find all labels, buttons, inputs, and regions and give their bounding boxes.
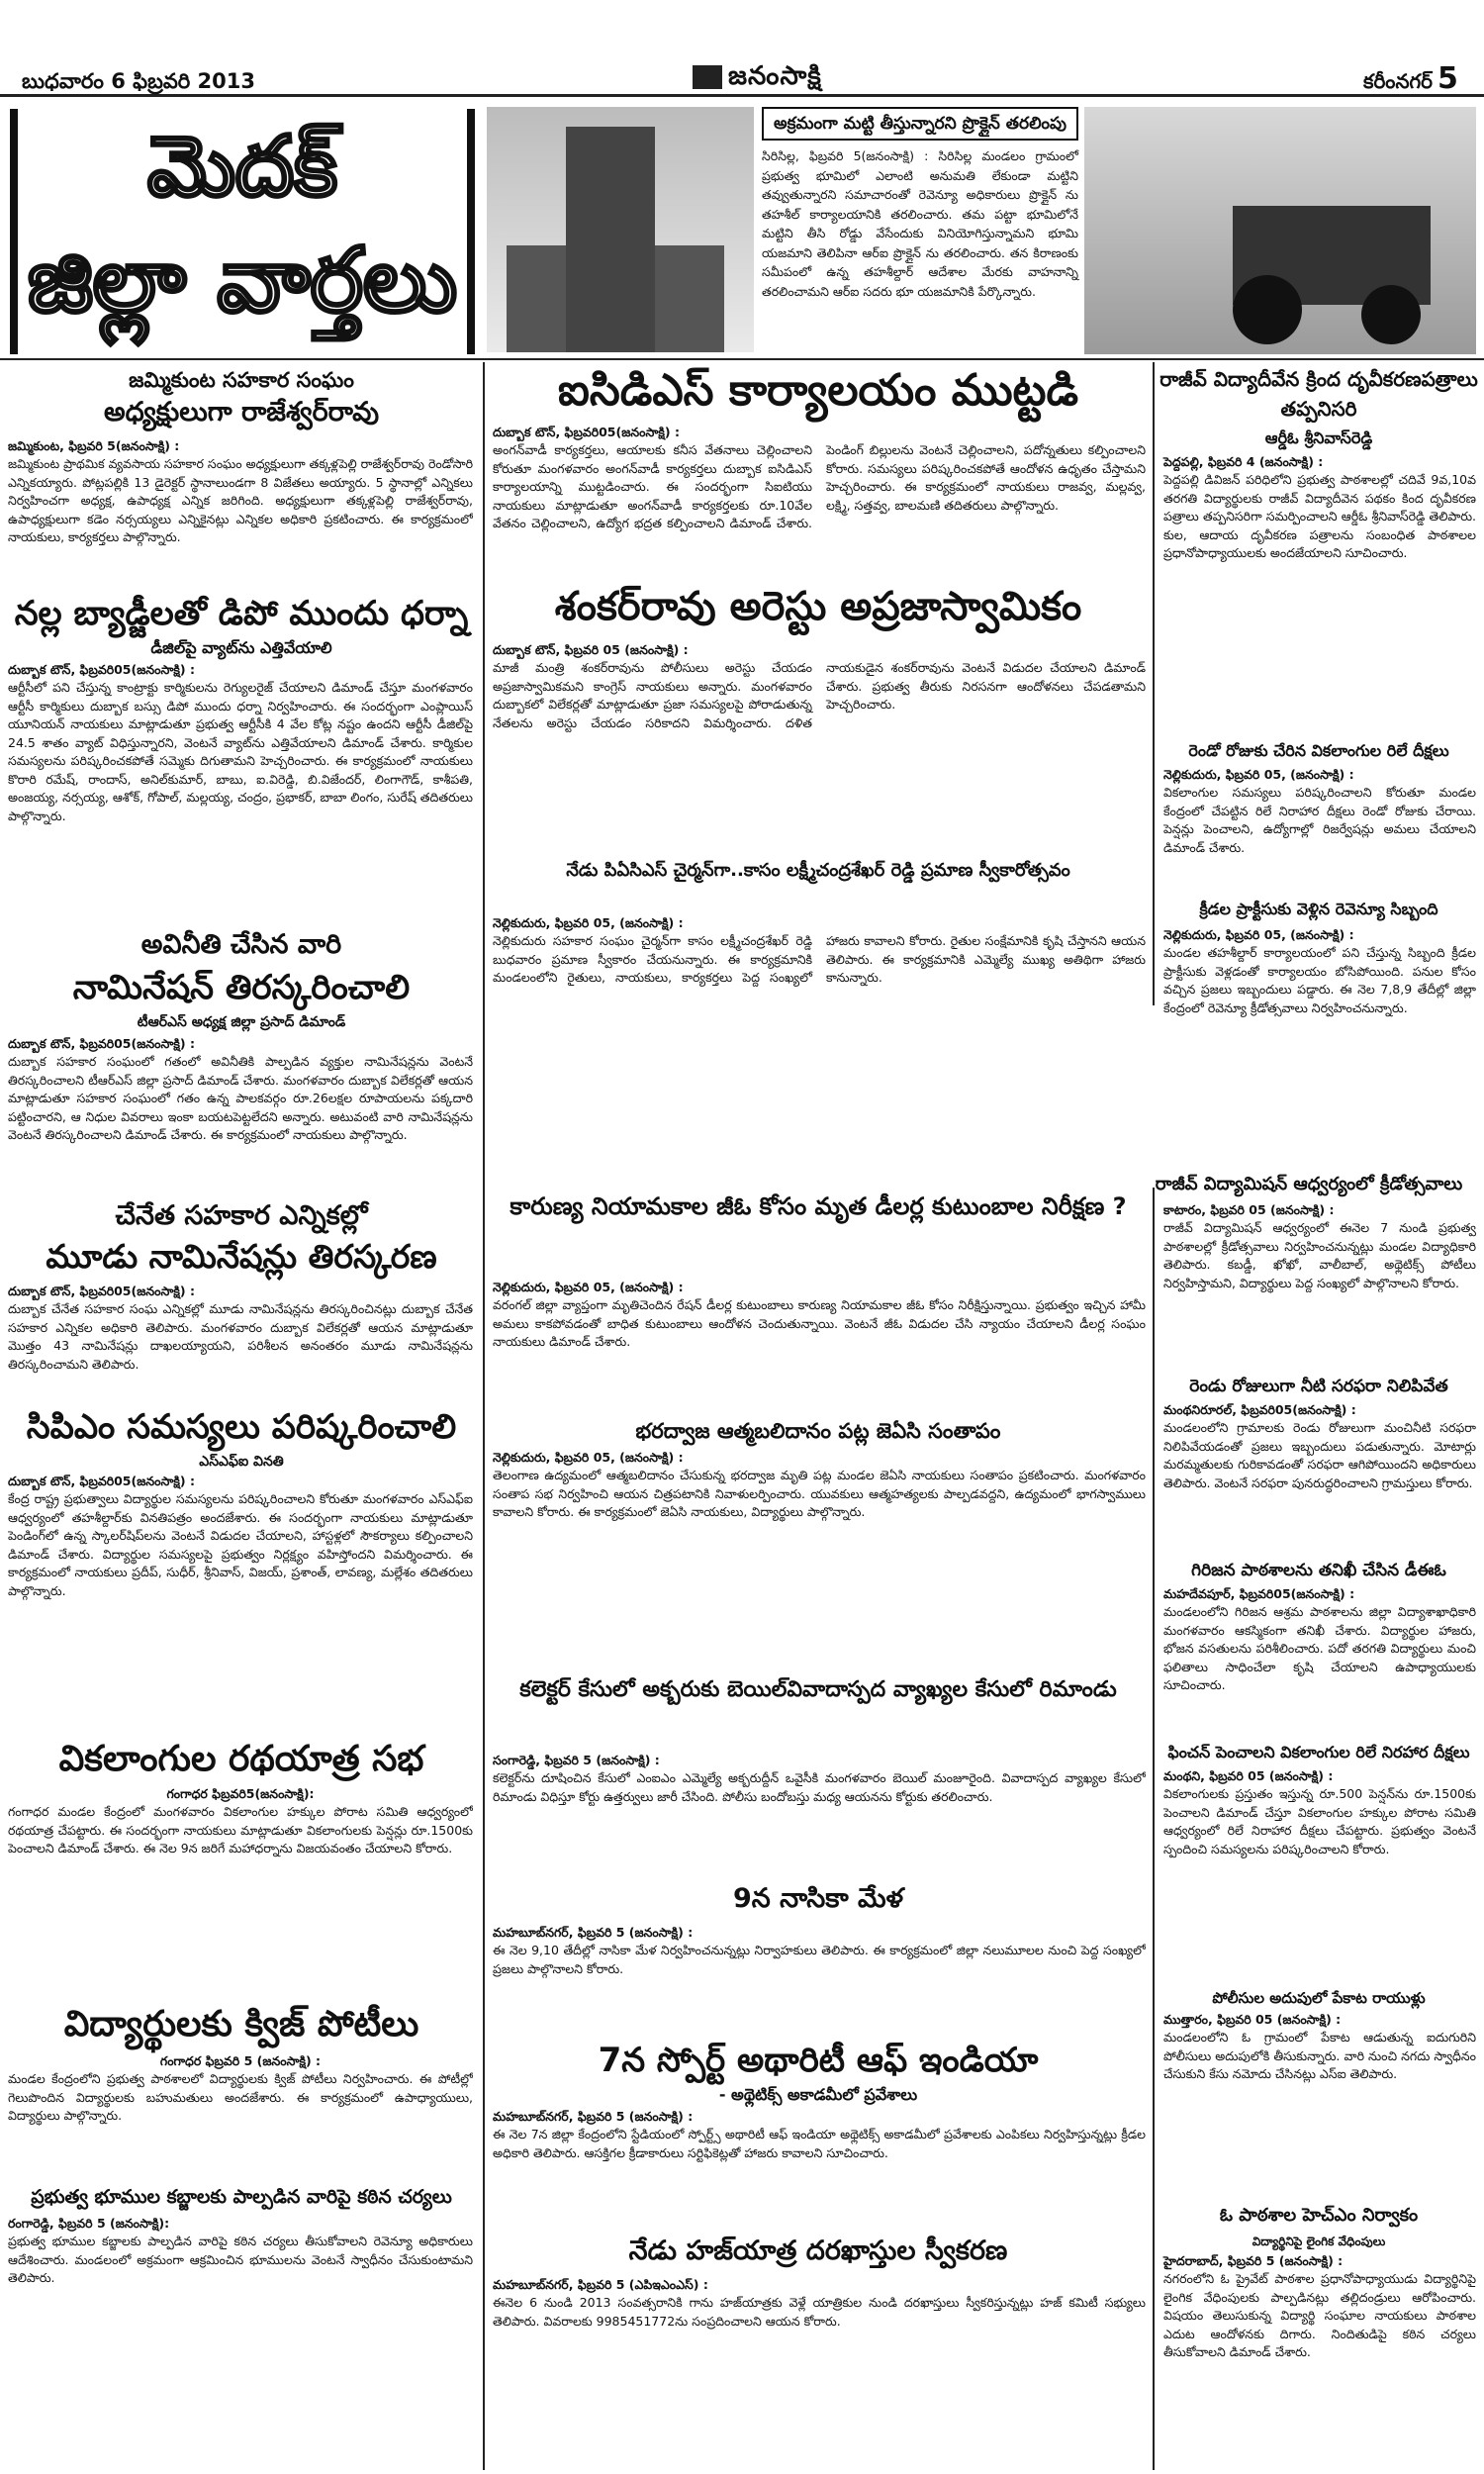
top-story bbox=[762, 107, 1078, 354]
excavator-wheel-shape bbox=[1361, 285, 1421, 344]
article-body: మండలంలోని గిరిజన ఆశ్రమ పాఠశాలను జిల్లా విద్యాశాఖాధికారి మంగళవారం ఆకస్మికంగా తనిఖీ చేశారు. విద్యార్థుల హాజరు, భోజన వసతులను పరిశీలించారు. పదో తరగతి విద్యార్థులు మంచి ఫలితాలు సాధించేలా కృషి చేయాలని ఉపాధ్యాయులకు సూచించారు. bbox=[1163, 1604, 1476, 1692]
column-divider bbox=[1153, 362, 1155, 1005]
dateline: దుబ్బాక టౌన్, ఫిబ్రవరి05(జనంసాక్షి) : bbox=[8, 662, 195, 677]
dateline: మహబూబ్‌నగర్, ఫిబ్రవరి 5 (ఎపిఇఎంఎస్) : bbox=[493, 2277, 708, 2292]
headline: కారుణ్య నియామకాల జీఓ కోసం మృత డీలర్ల కుటుంబాల నిరీక్షణ ? bbox=[510, 1192, 1127, 1220]
headline: భరద్వాజ ఆత్మబలిదానం పట్ల జెఏసి సంతాపం bbox=[635, 1419, 1001, 1443]
article-body: జమ్మికుంట ప్రాథమిక వ్యవసాయ సహకార సంఘం అధ్యక్షులుగా తక్కళ్లపెల్లి రాజేశ్వర్‌రావు రెండోసారి ఎన్నికయ్యారు. పోట్లపల్లికి 13 డైరెక్టర్ స్థానాలుండగా 8 విజేతలు అయ్యారు. 5 స్థానాల్లో ఎన్నికలు నిర్వహించగా అధ్యక్ష, ఉపాధ్యక్ష ఎన్నిక జరిగింది. అధ్యక్షులుగా తక్కళ్లపెల్లి రాజేశ్వర్‌రావు, ఉపాధ్యక్షులుగా కడెం నర్సయ్యలు ఎన్నికైనట్లు ఎన్నికల అధికారి ప్రకటించారు. ఈ కార్యక్రమంలో నాయకులు, కార్యకర్తలు పాల్గొన్నారు. bbox=[8, 456, 473, 544]
dateline: దుబ్బాక టౌన్, ఫిబ్రవరి 05 (జనంసాక్షి) : bbox=[493, 642, 689, 657]
banner-line2: జిల్లా వార్తలు bbox=[28, 228, 457, 333]
excavator-photo bbox=[1084, 107, 1476, 354]
article-body: దుబ్బాక చేనేత సహకార సంఘ ఎన్నికల్లో మూడు నామినేషన్లను తిరస్కరించినట్లు దుబ్బాక చేనేత సహకార ఎన్నికల అధికారి తెలిపారు. మంగళవారం దుబ్బాక విలేకర్లతో ఆయన మాట్లాడుతూ మొత్తం 43 నామినేషన్లు దాఖలయ్యాయని, పరిశీలన అనంతరం మూడు నామినేషన్లను తిరస్కరించామని తెలిపారు. bbox=[8, 1301, 473, 1372]
excavator-wheel-shape bbox=[1233, 275, 1302, 344]
dateline: మహబూబ్‌నగర్, ఫిబ్రవరి 5 (జనంసాక్షి) : bbox=[493, 1925, 694, 1940]
column-divider bbox=[1153, 1188, 1155, 2470]
headline: ప్రభుత్వ భూముల కబ్జాలకు పాల్పడిన వారిపై కఠిన చర్యలు bbox=[31, 2186, 452, 2208]
article-body: వికలాంగుల సమస్యలు పరిష్కరించాలని కోరుతూ మండల కేంద్రంలో చేపట్టిన రిలే నిరాహార దీక్షలు రెండో రోజుకు చేరాయి. పెన్షన్లు పెంచాలని, ఉద్యోగాల్లో రిజర్వేషన్లు అమలు చేయాలని డిమాండ్ చేశారు. bbox=[1163, 785, 1476, 855]
logo-text: జనంసాక్షి bbox=[728, 61, 822, 91]
article-body: గంగాధర మండల కేంద్రంలో మంగళవారం వికలాంగుల హక్కుల పోరాట సమితి ఆధ్వర్యంలో రథయాత్ర చేపట్టారు. ఈ సందర్భంగా నాయకులు మాట్లాడుతూ వికలాంగులకు పెన్షన్లు రూ.1500కు పెంచాలని డిమాండ్ చేశారు. ఈ నెల 9న జరిగే మహాధర్నాను విజయవంతం చేయాలని కోరారు. bbox=[8, 1804, 473, 1856]
headline: నేడు పిఏసిఎస్ చైర్మన్‌గా..కాసం లక్ష్మీచంద్రశేఖర్ రెడ్డి ప్రమాణ స్వీకారోత్సవం bbox=[566, 860, 1070, 881]
headline: రెండు రోజులుగా నీటి సరఫరా నిలిపివేత bbox=[1189, 1377, 1448, 1396]
headline: నల్ల బ్యాడ్జీలతో డిపో ముందు ధర్నా bbox=[14, 594, 469, 633]
dateline: నెల్లికుదురు, ఫిబ్రవరి 05, (జనంసాక్షి) : bbox=[1163, 767, 1354, 782]
headline: వికలాంగుల రథయాత్ర సభ bbox=[58, 1739, 424, 1779]
article-body: వరంగల్ జిల్లా వ్యాప్తంగా మృతిచెందిన రేషన్ డీలర్ల కుటుంబాలు కారుణ్య నియామకాల జీఓ కోసం నిరీక్షిస్తున్నాయి. ప్రభుత్వం ఇచ్చిన హామీ అమలు కాకపోవడంతో బాధిత కుటుంబాలు ఆందోళన చెందుతున్నాయి. వెంటనే జీఓ విడుదల చేసి న్యాయం చేయాలని డీలర్ల సంఘం నాయకులు డిమాండ్ చేశారు. bbox=[493, 1297, 1146, 1349]
dateline: నెల్లికుదురు, ఫిబ్రవరి 05, (జనంసాక్షి) : bbox=[1163, 927, 1354, 942]
dateline: జమ్మికుంట, ఫిబ్రవరి 5(జనంసాక్షి) : bbox=[8, 438, 180, 453]
article-body: మండల తహశీల్దార్ కార్యాలయంలో పని చేస్తున్న సిబ్బంది క్రీడల ప్రాక్టీసుకు వెళ్లడంతో కార్యాలయం బోసిపోయింది. పనుల కోసం వచ్చిన ప్రజలు ఇబ్బందులు పడ్డారు. ఈ నెల 7,8,9 తేదీల్లో జిల్లా కేంద్రంలో రెవెన్యూ క్రీడోత్సవాలు నిర్వహించనున్నారు. bbox=[1163, 945, 1476, 1015]
headline: నామినేషన్ తిరస్కరించాలి bbox=[72, 968, 411, 1007]
headline: రెండో రోజుకు చేరిన వికలాంగుల రిలే దీక్షలు bbox=[1188, 741, 1449, 760]
headline: రాజీవ్ విద్యామిషన్ ఆధ్వర్యంలో క్రీడోత్సవాలు bbox=[1155, 1174, 1463, 1194]
subheadline: ఎస్ఎఫ్ఐ వినతి bbox=[199, 1454, 284, 1470]
dateline: నెల్లికుదురు, ఫిబ్రవరి 05, (జనంసాక్షి) : bbox=[493, 915, 684, 930]
article-body: పెద్దపల్లి డివిజన్ పరిధిలోని ప్రభుత్వ పాఠశాలల్లో చదివే 9వ,10వ తరగతి విద్యార్థులకు రాజీవ్ విద్యాదీవెన పథకం కింద దృవీకరణ పత్రాలు తప్పనిసరిగా సమర్పించాలని ఆర్డీఓ శ్రీనివాస్‌రెడ్డి తెలిపారు. కుల, ఆదాయ దృవీకరణ పత్రాలను సంబంధిత పాఠశాలల ప్రధానోపాధ్యాయులకు అందజేయాలని సూచించారు. bbox=[1163, 472, 1476, 560]
dateline: హైదరాబాద్, ఫిబ్రవరి 5 (జనంసాక్షి) : bbox=[1163, 2253, 1344, 2268]
headline: అవినీతి చేసిన వారి bbox=[140, 929, 342, 960]
article-body: మాజీ మంత్రి శంకర్‌రావును పోలీసులు అరెస్టు చేయడం అప్రజాస్వామికమని కాంగ్రెస్ నాయకులు అన్నారు. మంగళవారం దుబ్బాకలో విలేకర్లతో మాట్లాడుతూ ప్రజా సమస్యలపై పోరాడుతున్న నేతలను అరెస్టు చేయడం సరికాదని విమర్శించారు. దళిత నాయకుడైన శంకర్‌రావును వెంటనే విడుదల చేయాలని డిమాండ్ చేశారు. ప్రభుత్వ తీరుకు నిరసనగా ఆందోళనలు చేపడతామని హెచ్చరించారు. bbox=[493, 660, 1146, 730]
dateline: మహదేవపూర్, ఫిబ్రవరి05(జనంసాక్షి) : bbox=[1163, 1586, 1355, 1601]
top-story-body: సిరిసిల్ల, ఫిబ్రవరి 5(జనంసాక్షి) : సిరిసిల్ల మండలం గ్రామంలో ప్రభుత్వ భూమిలో ఎలాంటి అనుమతి లేకుండా మట్టిని తవ్వుతున్నారని సమాచారంతో రెవెన్యూ అధికారులు ప్రొక్లైన్ ను తహశీల్ కార్యాలయానికి తరలించారు. తమ పట్టా భూమిలోనే మట్టిని తీసి రోడ్డు వేసేందుకు వినియోగిస్తున్నామని భూమి యజమాని తెలిపినా ఆర్ఐ ప్రొక్లైన్ ను తరలించారు. తన కిరాణంకు సమీపంలో ఉన్న తహశీల్దార్ ఆదేశాల మేరకు వాహనాన్ని తరలించామని ఆర్ఐ సదరు భూ యజమానికి పేర్కొన్నారు. bbox=[762, 148, 1078, 299]
article-body: కలెక్టర్‌ను దూషించిన కేసులో ఎంఐఎం ఎమ్మెల్యే అక్బరుద్దీన్ ఒవైసీకి మంగళవారం బెయిల్ మంజూరైంది. వివాదాస్పద వ్యాఖ్యల కేసులో రిమాండు విధిస్తూ కోర్టు ఉత్తర్వులు జారీ చేసింది. పోలీసు బందోబస్తు మధ్య ఆయనను కోర్టుకు తరలించారు. bbox=[493, 1770, 1146, 1804]
dateline: దుబ్బాక టౌన్, ఫిబ్రవరి05(జనంసాక్షి) : bbox=[8, 1284, 195, 1298]
headline: ఫించన్ పెంచాలని వికలాంగుల రిలే నిరహార దీక్షలు bbox=[1167, 1743, 1470, 1761]
logo-icon bbox=[693, 65, 722, 89]
banner-line1: మెదక్ bbox=[146, 117, 338, 215]
top-story-title: అక్రమంగా మట్టి తీస్తున్నారని ప్రొక్లైన్ తరలింపు bbox=[762, 107, 1078, 141]
subheadline: విద్యార్థినిపై లైంగిక వేధింపులు bbox=[1252, 2235, 1386, 2248]
article-body: మండల కేంద్రంలోని ప్రభుత్వ పాఠశాలలో విద్యార్థులకు క్విజ్ పోటీలు నిర్వహించారు. ఈ పోటీల్లో గెలుపొందిన విద్యార్థులకు బహుమతులు అందజేశారు. ఈ కార్యక్రమంలో ఉపాధ్యాయులు, విద్యార్థులు పాల్గొన్నారు. bbox=[8, 2071, 473, 2123]
article-body: వికలాంగులకు ప్రస్తుతం ఇస్తున్న రూ.500 పెన్షన్‌ను రూ.1500కు పెంచాలని డిమాండ్ చేస్తూ వికలాంగుల హక్కుల పోరాట సమితి ఆధ్వర్యంలో రిలే నిరాహార దీక్షలు చేపట్టారు. ప్రభుత్వం వెంటనే స్పందించి సమస్యలను పరిష్కరించాలని కోరారు. bbox=[1163, 1786, 1476, 1856]
article-body: దుబ్బాక సహకార సంఘంలో గతంలో అవినీతికి పాల్పడిన వ్యక్తుల నామినేషన్లను వెంటనే తిరస్కరించాలని టీఆర్‌ఎస్ జిల్లా ప్రసాద్ డిమాండ్ చేశారు. మంగళవారం దుబ్బాక విలేకర్లతో ఆయన మాట్లాడుతూ సహకార సంఘంలో గతం ఉన్న పాలకవర్గం రూ.26లక్షల రూపాయలను పక్కదారి పట్టించారని, ఆ నిధుల వివరాలు ఇంకా బయటపెట్టలేదని అన్నారు. అటువంటి వారి నామినేషన్లను వెంటనే తిరస్కరించాలని డిమాండ్ చేశారు. ఈ కార్యక్రమంలో నాయకులు పాల్గొన్నారు. bbox=[8, 1054, 473, 1142]
headline: అధ్యక్షులుగా రాజేశ్వర్‌రావు bbox=[103, 397, 380, 428]
dateline: నెల్లికుదురు, ఫిబ్రవరి 05, (జనంసాక్షి) : bbox=[493, 1280, 684, 1294]
headline: జమ్మికుంట సహకార సంఘం bbox=[129, 368, 354, 392]
dateline: మంథని, ఫిబ్రవరి 05 (జనంసాక్షి) : bbox=[1163, 1768, 1334, 1783]
issue-date: బుధవారం 6 ఫిబ్రవరి 2013 bbox=[22, 69, 256, 93]
column-divider bbox=[483, 362, 485, 2470]
article-body: మండలంలోని ఓ గ్రామంలో పేకాట ఆడుతున్న ఐదుగురిని పోలీసులు అదుపులోకి తీసుకున్నారు. వారి నుంచి నగదు స్వాధీనం చేసుకుని కేసు నమోదు చేసినట్లు ఎస్ఐ తెలిపారు. bbox=[1163, 2030, 1476, 2081]
article-body: ఈనెల 6 నుండి 2013 సంవత్సరానికి గాను హజ్‌యాత్రకు వెళ్లే యాత్రికుల నుండి దరఖాస్తులు స్వీకరిస్తున్నట్లు హజ్ కమిటీ సభ్యులు తెలిపారు. వివరాలకు 9985451772ను సంప్రదించాలని ఆయన కోరారు. bbox=[493, 2295, 1146, 2329]
district-banner bbox=[10, 109, 475, 354]
dateline: ముత్తారం, ఫిబ్రవరి 05 (జనంసాక్షి) : bbox=[1163, 2012, 1342, 2027]
subheadline: టీఆర్‌ఎస్ అధ్యక్ష జిల్లా ప్రసాద్ డిమాండ్ bbox=[137, 1014, 346, 1030]
article-body: ప్రభుత్వ భూముల కబ్జాలకు పాల్పడిన వారిపై కఠిన చర్యలు తీసుకోవాలని రెవెన్యూ అధికారులు ఆదేశించారు. మండలంలో అక్రమంగా ఆక్రమించిన భూములను వెంటనే స్వాధీనం చేసుకుంటామని తెలిపారు. bbox=[8, 2234, 473, 2285]
page-number: 5 bbox=[1438, 61, 1458, 96]
dateline: రంగారెడ్డి, ఫిబ్రవరి 5 (జనంసాక్షి): bbox=[8, 2216, 170, 2231]
article-body: ఈ నెల 7న జిల్లా కేంద్రంలోని స్టేడియంలో స్పోర్ట్స్ అథారిటీ ఆఫ్ ఇండియా అథ్లెటిక్స్ అకాడమీలో ప్రవేశాలకు ఎంపికలు నిర్వహిస్తున్నట్లు క్రీడల అధికారి తెలిపారు. ఆసక్తిగల క్రీడాకారులు సర్టిఫికెట్లతో హాజరు కావాలని సూచించారు. bbox=[493, 2127, 1146, 2160]
headline: చేనేత సహకార ఎన్నికల్లో bbox=[115, 1200, 368, 1231]
subheadline: ఆర్డీఓ శ్రీనివాస్‌రెడ్డి bbox=[1264, 428, 1373, 447]
headline: పోలీసుల అదుపులో పేకాట రాయుళ్లు bbox=[1212, 1989, 1426, 2007]
headline: మూడు నామినేషన్లు తిరస్కరణ bbox=[46, 1237, 437, 1276]
article-body: నగరంలోని ఓ ప్రైవేట్ పాఠశాల ప్రధానోపాధ్యాయుడు విద్యార్థినిపై లైంగిక వేధింపులకు పాల్పడినట్లు తల్లిదండ్రులు ఆరోపించారు. విషయం తెలుసుకున్న విద్యార్థి సంఘాల నాయకులు పాఠశాల ఎదుట ఆందోళనకు దిగారు. నిందితుడిపై కఠిన చర్యలు తీసుకోవాలని డిమాండ్ చేశారు. bbox=[1163, 2271, 1476, 2359]
article-body: తెలంగాణ ఉద్యమంలో ఆత్మబలిదానం చేసుకున్న భరద్వాజ మృతి పట్ల మండల జెఏసి నాయకులు సంతాపం ప్రకటించారు. మంగళవారం సంతాప సభ నిర్వహించి ఆయన చిత్రపటానికి నివాళులర్పించారు. యువకులు ఆత్మహత్యలకు పాల్పడవద్దని, ఉద్యమంలో భాగస్వాములు కావాలని కోరారు. ఈ కార్యక్రమంలో జెఏసి నాయకులు, విద్యార్థులు పాల్గొన్నారు. bbox=[493, 1468, 1146, 1519]
headline: శంకర్‌రావు అరెస్టు అప్రజాస్వామికం bbox=[554, 584, 1082, 629]
article-body: రాజీవ్ విద్యామిషన్ ఆధ్వర్యంలో ఈనెల 7 నుండి ప్రభుత్వ పాఠశాలల్లో క్రీడోత్సవాలు నిర్వహించనున్నట్లు మండల విద్యాధికారి తెలిపారు. కబడ్డీ, ఖోఖో, వాలీబాల్, అథ్లెటిక్స్ పోటీలు నిర్వహిస్తామని, విద్యార్థులు పెద్ద సంఖ్యలో పాల్గొనాలని కోరారు. bbox=[1163, 1220, 1476, 1290]
headline: 9న నాసికా మేళ bbox=[732, 1883, 904, 1914]
dateline: దుబ్బాక టౌన్, ఫిబ్రవరి05(జనంసాక్షి) : bbox=[493, 425, 680, 439]
headline: క్రీడల ప్రాక్టీసుకు వెళ్లిన రెవెన్యూ సిబ్బంది bbox=[1199, 900, 1438, 918]
headline: గిరిజన పాఠశాలను తనిఖీ చేసిన డీఈఓ bbox=[1191, 1561, 1446, 1580]
article-body: నెల్లికుదురు సహకార సంఘం చైర్మన్‌గా కాసం లక్ష్మీచంద్రశేఖర్ రెడ్డి బుధవారం ప్రమాణ స్వీకారం చేయనున్నారు. ఈ కార్యక్రమానికి మండలంలోని రైతులు, నాయకులు, కార్యకర్తలు పెద్ద సంఖ్యలో హాజరు కావాలని కోరారు. రైతుల సంక్షేమానికి కృషి చేస్తానని ఆయన తెలిపారు. ఈ కార్యక్రమానికి ఎమ్మెల్యే ముఖ్య అతిథిగా హాజరు కానున్నారు. bbox=[493, 933, 1146, 985]
lead-headline: ఐసిడిఎస్ కార్యాలయం ముట్టడి bbox=[557, 365, 1079, 416]
headline: నేడు హజ్‌యాత్ర దరఖాస్తుల స్వీకరణ bbox=[628, 2236, 1008, 2266]
dateline: మహబూబ్‌నగర్, ఫిబ్రవరి 5 (జనంసాక్షి) : bbox=[493, 2109, 694, 2124]
article-body: ఆర్టీసీలో పని చేస్తున్న కాంట్రాక్టు కార్మికులను రెగ్యులరైజ్ చేయాలని డిమాండ్ చేస్తూ మంగళవారం ఆర్టీసీ కార్మికులు దుబ్బాక బస్సు డిపో ముందు ధర్నా నిర్వహించారు. ఈ సందర్భంగా ఎంప్లాయిస్ యూనియన్ నాయకులు మాట్లాడుతూ ప్రభుత్వ ఆర్టీసీకి 4 వేల కోట్ల నష్టం ఉందని ఆర్టీసీ డీజిల్‌పై 24.5 శాతం వ్యాట్ విధిస్తున్నారని, వెంటనే వ్యాట్‌ను ఎత్తివేయాలని డిమాండ్ చేశారు. కార్మికుల సమస్యలను పరిష్కరించకపోతే సమ్మెకు దిగుతామని హెచ్చరించారు. ఈ కార్యక్రమంలో నాయకులు కొరారి రమేష్, రాందాస్, అనిల్‌కుమార్, బాబు, ఐ.విరెడ్డి, బి.విజేందర్, లింగాగౌడ్, కాశీపతి, అంజయ్య, నర్సయ్య, ఆశోక్, గోపాల్, మల్లయ్య, చంద్రం, ప్రభాకర్, బాబా లింగం, సురేష్ తదితరులు పాల్గొన్నారు. bbox=[8, 680, 473, 823]
subheadline: - అథ్లెటిక్స్ అకాడమీలో ప్రవేశాలు bbox=[718, 2085, 918, 2104]
article-body: కేంద్ర రాష్ట్ర ప్రభుత్వాలు విద్యార్థుల సమస్యలను పరిష్కరించాలని కోరుతూ మంగళవారం ఎస్ఎఫ్ఐ ఆధ్వర్యంలో తహశీల్దార్‌కు వినతిపత్రం అందజేశారు. ఈ సందర్భంగా నాయకులు మాట్లాడుతూ పెండింగ్‌లో ఉన్న స్కాలర్‌షిప్‌లను వెంటనే విడుదల చేయాలని, హాస్టళ్లలో సౌకర్యాలు కల్పించాలని డిమాండ్ చేశారు. విద్యార్థుల సమస్యలపై ప్రభుత్వం నిర్లక్ష్యం వహిస్తోందని విమర్శించారు. ఈ కార్యక్రమంలో నాయకులు ప్రదీప్, సుధీర్, శ్రీనివాస్, విజయ్, ప్రశాంత్, లావణ్య, మల్లేశం తదితరులు పాల్గొన్నారు. bbox=[8, 1491, 473, 1598]
dateline: దుబ్బాక టౌన్, ఫిబ్రవరి05(జనంసాక్షి) : bbox=[8, 1036, 195, 1051]
newspaper-logo bbox=[693, 61, 822, 97]
edition-city: కరీంనగర్ bbox=[1363, 69, 1433, 93]
church-tower-shape bbox=[566, 127, 655, 352]
section-divider bbox=[0, 358, 1484, 360]
church-photo bbox=[487, 107, 754, 352]
headline: 7న స్పోర్ట్ అథారిటీ ఆఫ్ ఇండియా bbox=[598, 2041, 1039, 2080]
headline: ఓ పాఠశాల హెచ్‌ఎం నిర్వాకం bbox=[1219, 2205, 1419, 2226]
article-body: అంగన్‌వాడీ కార్యకర్తలు, ఆయాలకు కనీస వేతనాలు చెల్లించాలని కోరుతూ మంగళవారం అంగన్‌వాడీ కార్యకర్తలు దుబ్బాక ఐసిడిఎస్ కార్యాలయాన్ని ముట్టడించారు. ఈ సందర్భంగా సిఐటియు నాయకులు మాట్లాడుతూ అంగన్‌వాడీ కార్యకర్తలకు రూ.10వేల వేతనం చెల్లించాలని, ఉద్యోగ భద్రత కల్పించాలని డిమాండ్ చేశారు. పెండింగ్ బిల్లులను వెంటనే చెల్లించాలని, పదోన్నతులు కల్పించాలని కోరారు. సమస్యలు పరిష్కరించకపోతే ఆందోళన ఉధృతం చేస్తామని హెచ్చరించారు. ఈ కార్యక్రమంలో నాయకులు రాజవ్వ, మల్లవ్వ, లక్ష్మి, సత్తవ్వ, బాలమణి తదితరులు పాల్గొన్నారు. bbox=[493, 442, 1146, 530]
dateline: దుబ్బాక టౌన్, ఫిబ్రవరి05(జనంసాక్షి) : bbox=[8, 1474, 195, 1488]
dateline: పెద్దపల్లి, ఫిబ్రవరి 4 (జనంసాక్షి) : bbox=[1163, 454, 1324, 469]
subheadline: డీజిల్‌పై వ్యాట్‌ను ఎత్తివేయాలి bbox=[150, 638, 332, 657]
dateline: గంగాధర ఫిబ్రవరి5(జనంసాక్షి): bbox=[166, 1786, 315, 1801]
article-body: మండలంలోని గ్రామాలకు రెండు రోజులుగా మంచినీటి సరఫరా నిలిపివేయడంతో ప్రజలు ఇబ్బందులు పడుతున్నారు. మోటార్లు మరమ్మతులకు గురికావడంతో సరఫరా ఆగిపోయిందని అధికారులు తెలిపారు. వెంటనే సరఫరా పునరుద్ధరించాలని గ్రామస్తులు కోరారు. bbox=[1163, 1420, 1476, 1490]
dateline: గంగాధర ఫిబ్రవరి 5 (జనంసాక్షి) : bbox=[159, 2053, 322, 2068]
article-body: ఈ నెల 9,10 తేదీల్లో నాసికా మేళ నిర్వహించనున్నట్లు నిర్వాహకులు తెలిపారు. ఈ కార్యక్రమంలో జిల్లా నలుమూలల నుంచి పెద్ద సంఖ్యలో ప్రజలు పాల్గొనాలని కోరారు. bbox=[493, 1943, 1146, 1976]
headline: సిపిఎం సమస్యలు పరిష్కరించాలి bbox=[26, 1407, 457, 1447]
dateline: కాటారం, ఫిబ్రవరి 05 (జనంసాక్షి) : bbox=[1163, 1202, 1335, 1217]
dateline: మంథనిరూరల్, ఫిబ్రవరి05(జనంసాక్షి) : bbox=[1163, 1402, 1356, 1417]
headline: రాజీవ్ విద్యాదీవేన క్రింద దృవీకరణపత్రాలు తప్పనిసరి bbox=[1159, 367, 1478, 421]
headline: కలెక్టర్ కేసులో అక్బరుకు బెయిల్‌వివాదాస్పద వ్యాఖ్యల కేసులో రిమాండు bbox=[519, 1677, 1117, 1702]
headline: విద్యార్థులకు క్విజ్ పోటీలు bbox=[63, 2004, 419, 2045]
dateline: నెల్లికుదురు, ఫిబ్రవరి 05, (జనంసాక్షి) : bbox=[493, 1450, 684, 1465]
dateline: సంగారెడ్డి, ఫిబ్రవరి 5 (జనంసాక్షి) : bbox=[493, 1753, 660, 1767]
